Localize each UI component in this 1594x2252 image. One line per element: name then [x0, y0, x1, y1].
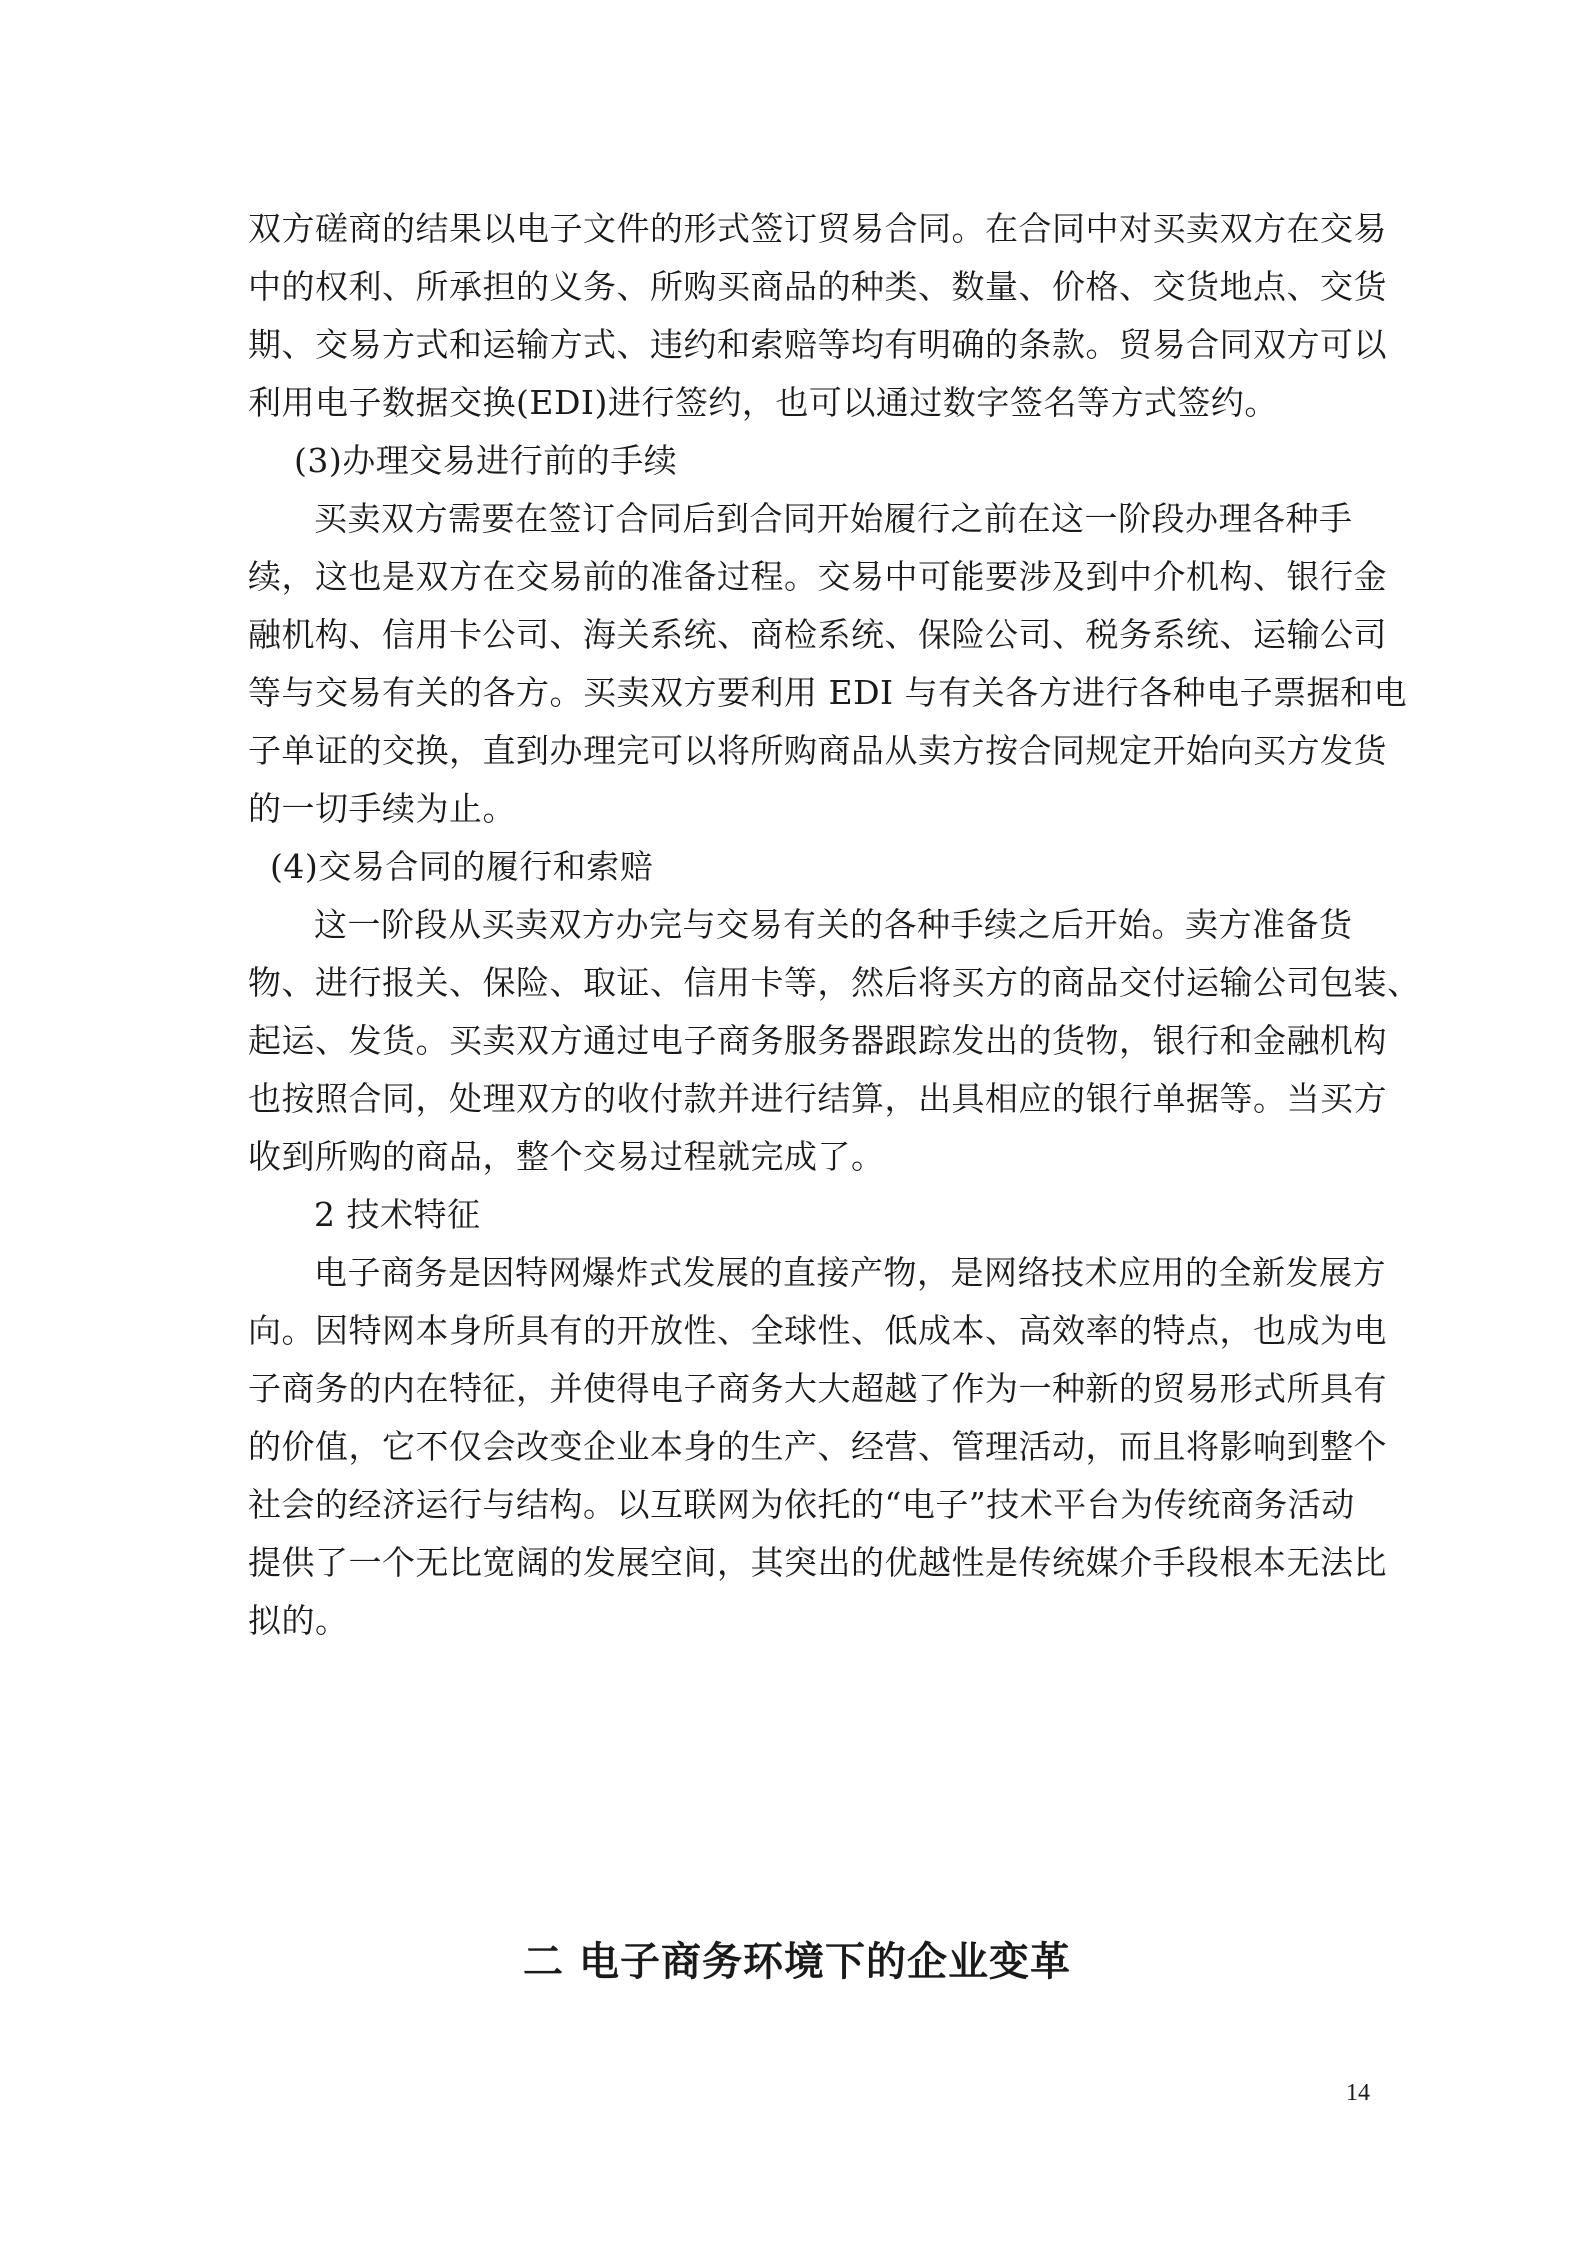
chapter-heading: 二 电子商务环境下的企业变革 — [523, 1939, 1071, 1985]
section-heading-tech-features: 2 技术特征 — [314, 1195, 481, 1234]
text-line: 期、交易方式和运输方式、违约和索赔等均有明确的条款。贸易合同双方可以 — [248, 325, 1387, 364]
text-line: 融机构、信用卡公司、海关系统、商检系统、保险公司、税务系统、运输公司 — [248, 615, 1387, 654]
text-line: 的价值，它不仅会改变企业本身的生产、经营、管理活动，而且将影响到整个 — [248, 1427, 1387, 1466]
text-line: 子单证的交换，直到办理完可以将所购商品从卖方按合同规定开始向买方发货 — [248, 731, 1387, 770]
body-text — [248, 200, 1421, 1650]
text-line: 买卖双方需要在签订合同后到合同开始履行之前在这一阶段办理各种手 — [314, 499, 1353, 538]
text-line: 起运、发货。买卖双方通过电子商务服务器跟踪发出的货物，银行和金融机构 — [248, 1021, 1387, 1060]
text-line: 续，这也是双方在交易前的准备过程。交易中可能要涉及到中介机构、银行金 — [248, 557, 1387, 596]
text-line: 这一阶段从买卖双方办完与交易有关的各种手续之后开始。卖方准备货 — [314, 905, 1353, 944]
text-line: 子商务的内在特征，并使得电子商务大大超越了作为一种新的贸易形式所具有 — [248, 1369, 1387, 1408]
page-number: 14 — [1346, 2080, 1370, 2106]
text-line: 的一切手续为止。 — [248, 789, 516, 828]
subheading-step-4: (4)交易合同的履行和索赔 — [270, 847, 654, 886]
text-line: 利用电子数据交换(EDI)进行签约，也可以通过数字签名等方式签约。 — [248, 383, 1278, 422]
text-line: 物、进行报关、保险、取证、信用卡等，然后将买方的商品交付运输公司包装、 — [248, 963, 1421, 1002]
text-line: 提供了一个无比宽阔的发展空间，其突出的优越性是传统媒介手段根本无法比 — [248, 1543, 1387, 1582]
subheading-step-3: (3)办理交易进行前的手续 — [294, 441, 678, 480]
text-line: 等与交易有关的各方。买卖双方要利用 EDI 与有关各方进行各种电子票据和电 — [248, 673, 1408, 712]
text-line: 社会的经济运行与结构。以互联网为依托的“电子”技术平台为传统商务活动 — [248, 1485, 1355, 1524]
text-line: 向。因特网本身所具有的开放性、全球性、低成本、高效率的特点，也成为电 — [248, 1311, 1387, 1350]
text-line: 双方磋商的结果以电子文件的形式签订贸易合同。在合同中对买卖双方在交易 — [248, 209, 1387, 248]
text-line: 收到所购的商品，整个交易过程就完成了。 — [248, 1137, 885, 1176]
text-line: 拟的。 — [248, 1601, 349, 1640]
text-line: 中的权利、所承担的义务、所购买商品的种类、数量、价格、交货地点、交货 — [248, 267, 1387, 306]
text-line: 也按照合同，处理双方的收付款并进行结算，出具相应的银行单据等。当买方 — [248, 1079, 1387, 1118]
text-line: 电子商务是因特网爆炸式发展的直接产物，是网络技术应用的全新发展方 — [314, 1253, 1386, 1292]
